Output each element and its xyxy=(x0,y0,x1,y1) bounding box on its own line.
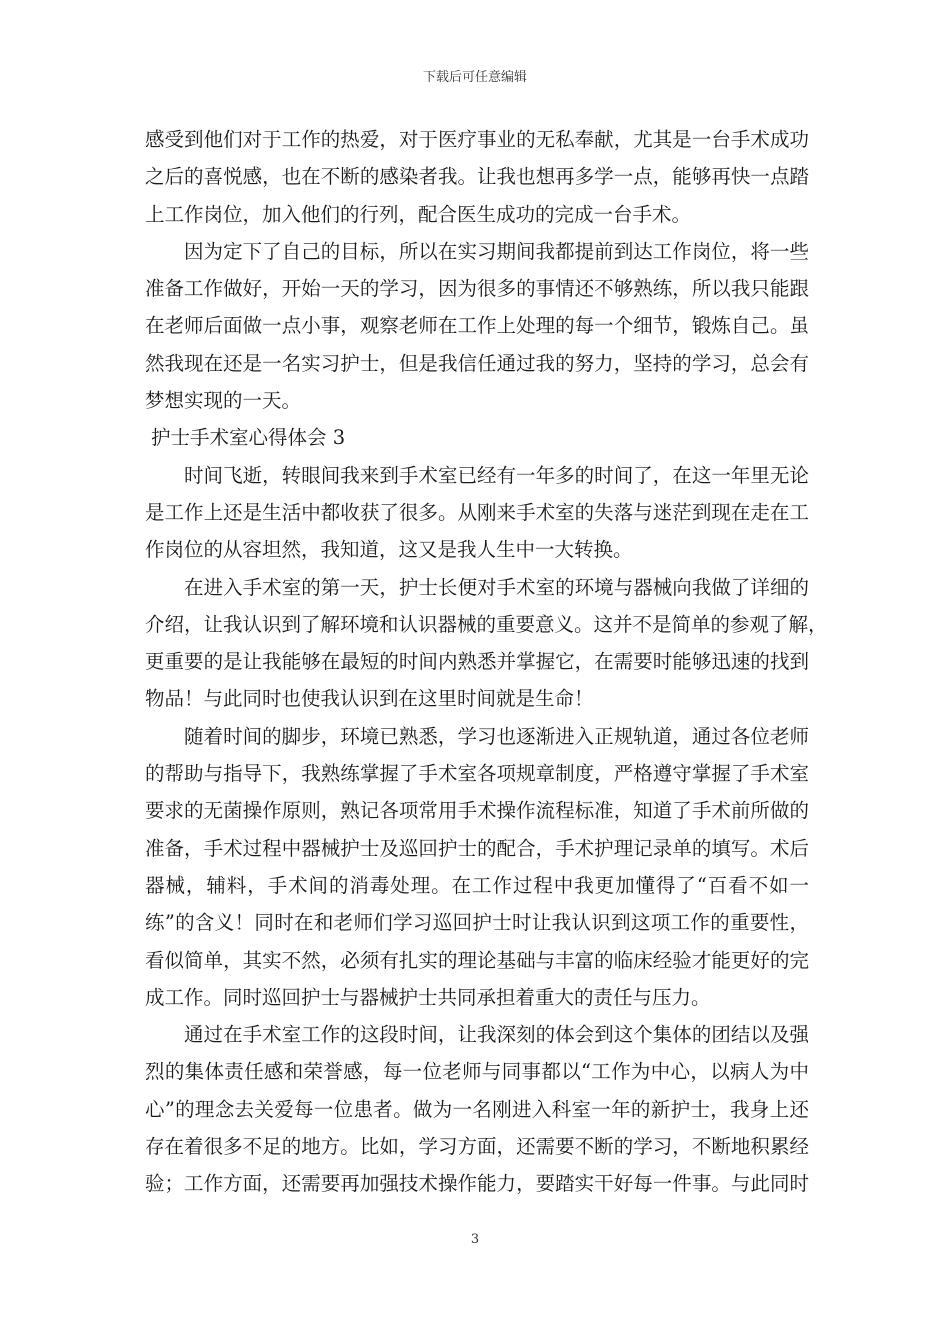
text-line: 因为定下了自己的目标，所以在实习期间我都提前到达工作岗位，将一些 xyxy=(184,239,809,263)
text-line: 在老师后面做一点小事，观察老师在工作上处理的每一个细节，锻炼自己。虽 xyxy=(145,314,809,338)
section-heading: 护士手术室心得体会 3 xyxy=(151,426,346,450)
text-line: 是工作上还是生活中都收获了很多。从刚来手术室的失落与迷茫到现在走在工 xyxy=(145,500,809,524)
text-line: 存在着很多不足的地方。比如，学习方面，还需要不断的学习，不断地积累经 xyxy=(145,1135,809,1159)
document-body xyxy=(145,121,828,1203)
text-line: 心”的理念去关爱每一位患者。做为一名刚进入科室一年的新护士，我身上还 xyxy=(145,1097,809,1121)
text-line: 要求的无菌操作原则，熟记各项常用手术操作流程标准，知道了手术前所做的 xyxy=(145,799,809,823)
text-line: 成工作。同时巡回护士与器械护士共同承担着重大的责任与压力。 xyxy=(145,985,711,1009)
text-line: 随着时间的脚步，环境已熟悉，学习也逐渐进入正规轨道，通过各位老师 xyxy=(184,724,809,748)
text-line: 时间飞逝，转眼间我来到手术室已经有一年多的时间了，在这一年里无论 xyxy=(184,463,809,487)
text-line: 梦想实现的一天。 xyxy=(145,389,302,413)
text-line: 通过在手术室工作的这段时间，让我深刻的体会到这个集体的团结以及强 xyxy=(184,1023,809,1047)
text-line: 准备，手术过程中器械护士及巡回护士的配合，手术护理记录单的填写。术后 xyxy=(145,836,809,860)
text-line: 更重要的是让我能够在最短的时间内熟悉并掌握它，在需要时能够迅速的找到 xyxy=(145,650,809,674)
text-line: 烈的集体责任感和荣誉感，每一位老师与同事都以“工作为中心，以病人为中 xyxy=(145,1060,809,1084)
text-line: 介绍，让我认识到了解环境和认识器械的重要意义。这并不是简单的参观了解， xyxy=(145,612,828,636)
text-line: 的帮助与指导下，我熟练掌握了手术室各项规章制度，严格遵守掌握了手术室 xyxy=(145,762,809,786)
text-line: 看似简单，其实不然，必须有扎实的理论基础与丰富的临床经验才能更好的完 xyxy=(145,948,809,972)
text-line: 验；工作方面，还需要再加强技术操作能力，要踏实干好每一件事。与此同时 xyxy=(145,1172,809,1196)
page-header: 下载后可任意编辑 xyxy=(422,70,527,85)
text-line: 上工作岗位，加入他们的行列，配合医生成功的完成一台手术。 xyxy=(145,202,692,226)
text-line: 然我现在还是一名实习护士，但是我信任通过我的努力，坚持的学习，总会有 xyxy=(145,351,809,375)
text-line: 感受到他们对于工作的热爱，对于医疗事业的无私奉献，尤其是一台手术成功 xyxy=(145,128,809,151)
text-line: 练”的含义！同时在和老师们学习巡回护士时让我认识到这项工作的重要性， xyxy=(145,911,809,935)
text-line: 准备工作做好，开始一天的学习，因为很多的事情还不够熟练，所以我只能跟 xyxy=(145,277,809,301)
text-line: 在进入手术室的第一天，护士长便对手术室的环境与器械向我做了详细的 xyxy=(184,575,809,599)
text-line: 之后的喜悦感，也在不断的感染者我。让我也想再多学一点，能够再快一点踏 xyxy=(145,165,809,189)
text-line: 作岗位的从容坦然，我知道，这又是我人生中一大转换。 xyxy=(145,538,633,562)
text-line: 物品！与此同时也使我认识到在这里时间就是生命！ xyxy=(145,687,594,711)
text-line: 器械，辅料，手术间的消毒处理。在工作过程中我更加懂得了“百看不如一 xyxy=(145,873,809,897)
page-number: 3 xyxy=(470,1232,480,1247)
